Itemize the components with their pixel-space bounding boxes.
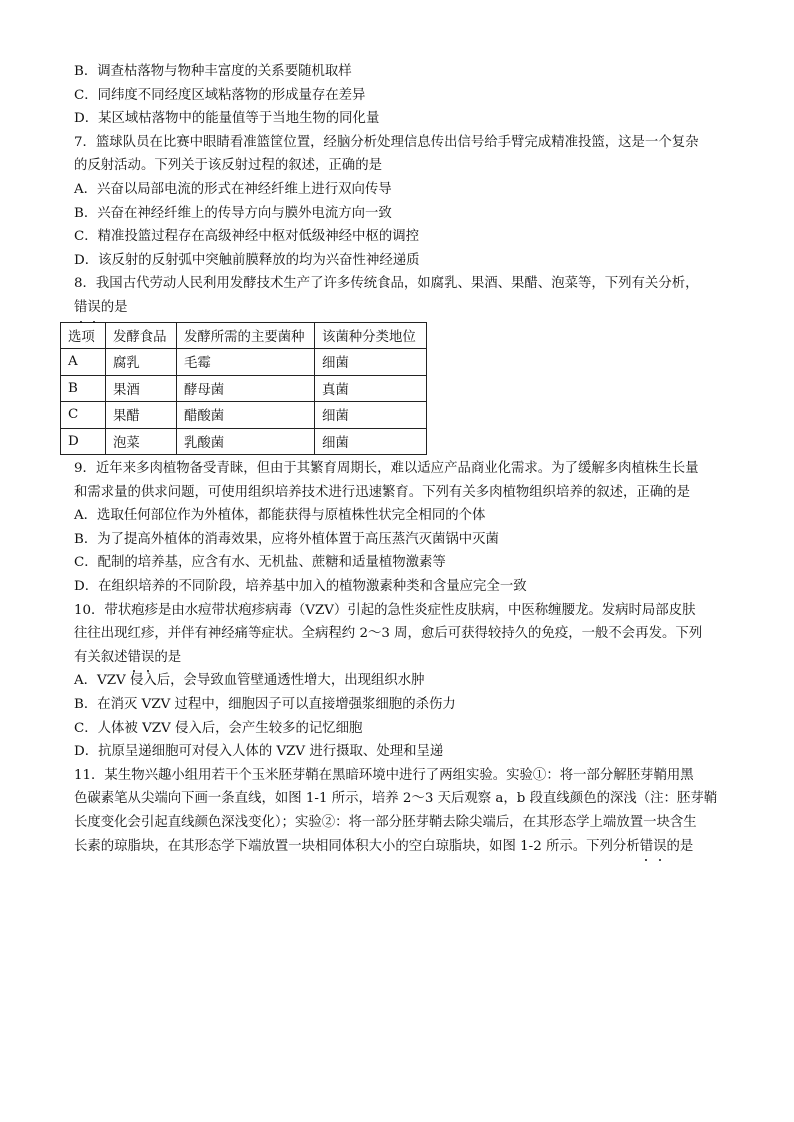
q10-stem-line: [74, 646, 724, 670]
q7-option-d[interactable]: D．该反射的反射弧中突触前膜释放的均为兴奋性神经递质: [74, 252, 420, 268]
question-11: [74, 764, 724, 858]
table-row: [61, 428, 427, 455]
table-cell: 酵母菌: [177, 375, 315, 402]
q9-option-a[interactable]: A．选取任何部位作为外植体，都能获得与原植株性状完全相同的个体: [74, 508, 486, 524]
table-cell: A: [61, 349, 106, 376]
emphasis-char: 误: [141, 646, 154, 670]
fermentation-table: [60, 322, 427, 456]
question-9: [74, 457, 724, 599]
q9-stem-line: 9．近年来多肉植物备受青睐，但由于其繁育周期长，难以适应产品商业化需求。为了缓解多肉植株生长量: [74, 461, 699, 477]
q10-stem-head: 有关叙述: [74, 649, 128, 665]
emphasis-char: 错: [74, 296, 87, 320]
q11-stem-line: [74, 835, 724, 859]
q10-stem-tail: 的是: [154, 649, 182, 665]
q11-stem-tail: 的是: [666, 838, 694, 854]
table-row: [61, 349, 427, 376]
q9-option-c[interactable]: C．配制的培养基，应含有水、无机盐、蔗糖和适量植物激素等: [74, 555, 446, 571]
table-cell: B: [61, 375, 106, 402]
q8-stem-line: [74, 296, 724, 320]
table-header-cell: 该菌种分类地位: [315, 322, 427, 349]
table-cell: 乳酸菌: [177, 428, 315, 455]
q8-stem-line: 8．我国古代劳动人民利用发酵技术生产了许多传统食品，如腐乳、果酒、果醋、泡菜等，下列有关分析，: [74, 276, 699, 292]
q10-option-a[interactable]: A．VZV 侵入后，会导致血管壁通透性增大，出现组织水肿: [74, 673, 425, 689]
table-header-row: [61, 322, 427, 349]
emphasis-char: 错: [640, 835, 653, 859]
q7-stem-line: 7．篮球队员在比赛中眼睛看准篮筐位置，经脑分析处理信息传出信号给手臂完成精准投篮，这是一个复杂: [74, 134, 699, 150]
q9-option-b[interactable]: B．为了提高外植体的消毒效果，应将外植体置于高压蒸汽灭菌锅中灭菌: [74, 531, 499, 547]
table-row: [61, 402, 427, 429]
table-cell: 醋酸菌: [177, 402, 315, 429]
table-header-cell: 选项: [61, 322, 106, 349]
q10-option-d[interactable]: D．抗原呈递细胞可对侵入人体的 VZV 进行摄取、处理和呈递: [74, 744, 444, 760]
q9-stem-line: 和需求量的供求问题，可使用组织培养技术进行迅速繁育。下列有关多肉植物组织培养的叙述，正确的是: [74, 484, 690, 500]
table-cell: 腐乳: [106, 349, 177, 376]
q6-option-c[interactable]: C．同纬度不同经度区域粘落物的形成量存在差异: [74, 87, 366, 103]
q11-stem-line: 长度变化会引起直线颜色深浅变化）；实验②：将一部分胚芽鞘去除尖端后，在其形态学上端放置一块含生: [74, 814, 697, 830]
q6-option-d[interactable]: D．某区域枯落物中的能量值等于当地生物的同化量: [74, 111, 380, 127]
q7-stem-line: 的反射活动。下列关于该反射过程的叙述，正确的是: [74, 158, 382, 174]
q8-stem-tail: 的是: [100, 299, 128, 315]
table-header-cell: 发酵食品: [106, 322, 177, 349]
table-cell: C: [61, 402, 106, 429]
q10-stem-line: 往往出现红疹，并伴有神经痛等症状。全病程约 2～3 周，愈后可获得较持久的免疫，一般不会再发。下列: [74, 626, 703, 642]
table-header-cell: 发酵所需的主要菌种: [177, 322, 315, 349]
table-cell: 毛霉: [177, 349, 315, 376]
q10-option-c[interactable]: C．人体被 VZV 侵入后，会产生较多的记忆细胞: [74, 720, 363, 736]
exam-page: [68, 60, 724, 858]
table-cell: 果醋: [106, 402, 177, 429]
q11-stem-line: 色碳素笔从尖端向下画一条直线，如图 1-1 所示，培养 2～3 天后观察 a，b 段直线颜色的深浅（注：胚芽鞘: [74, 791, 718, 807]
table-row: [61, 375, 427, 402]
table-cell: 细菌: [315, 349, 427, 376]
emphasis-char: 错: [128, 646, 141, 670]
question-7: [74, 131, 724, 273]
question-10: [74, 599, 724, 764]
table-cell: 细菌: [315, 402, 427, 429]
emphasis-char: 误: [87, 296, 100, 320]
q6-option-b[interactable]: B．调查枯落物与物种丰富度的关系要随机取样: [74, 64, 352, 79]
q10-option-b[interactable]: B．在消灭 VZV 过程中，细胞因子可以直接增强浆细胞的杀伤力: [74, 696, 456, 712]
question-8: [68, 272, 724, 455]
q10-stem-line: 10．带状疱疹是由水痘带状疱疹病毒（VZV）引起的急性炎症性皮肤病，中医称缠腰龙。发病时局部皮肤: [74, 602, 696, 618]
q7-option-c[interactable]: C．精准投篮过程存在高级神经中枢对低级神经中枢的调控: [74, 229, 420, 245]
table-cell: 细菌: [315, 428, 427, 455]
table-cell: D: [61, 428, 106, 455]
q7-option-a[interactable]: A．兴奋以局部电流的形式在神经纤维上进行双向传导: [74, 181, 392, 197]
emphasis-char: 误: [653, 835, 666, 859]
table-cell: 泡菜: [106, 428, 177, 455]
q7-option-b[interactable]: B．兴奋在神经纤维上的传导方向与膜外电流方向一致: [74, 205, 392, 221]
q11-stem-line: 11．某生物兴趣小组用若干个玉米胚芽鞘在黑暗环境中进行了两组实验。实验①：将一部分解胚芽鞘用黑: [74, 767, 694, 783]
table-cell: 果酒: [106, 375, 177, 402]
q9-option-d[interactable]: D．在组织培养的不同阶段，培养基中加入的植物激素种类和含量应完全一致: [74, 579, 527, 594]
q11-stem-head: 长素的琼脂块，在其形态学下端放置一块相同体积大小的空白琼脂块，如图 1-2 所示。下列分析: [74, 838, 640, 854]
table-cell: 真菌: [315, 375, 427, 402]
